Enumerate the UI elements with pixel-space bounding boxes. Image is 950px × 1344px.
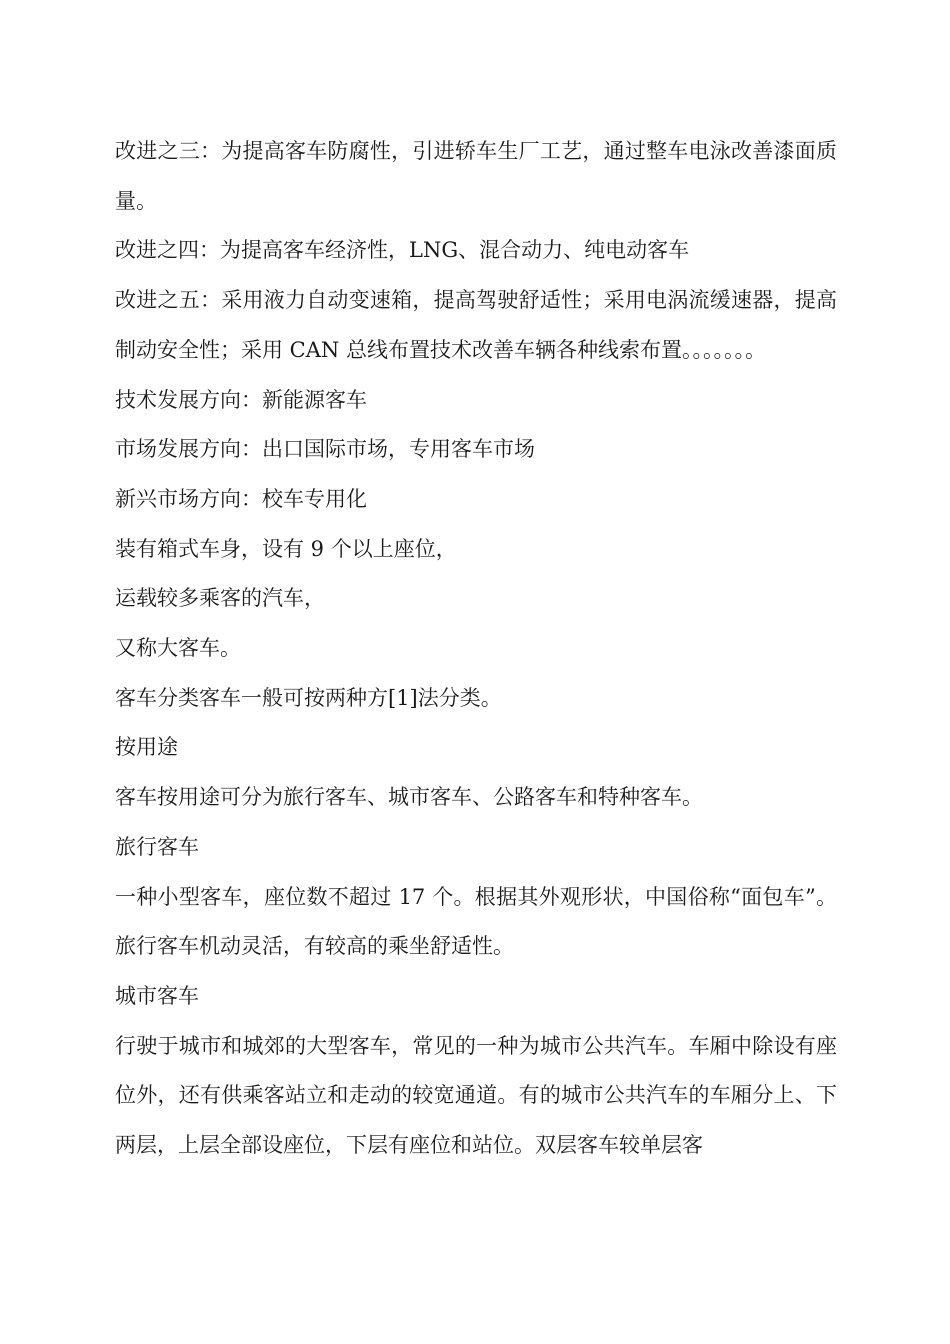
paragraph-market-direction: 市场发展方向：出口国际市场，专用客车市场 bbox=[115, 437, 535, 462]
paragraph-by-use: 客车按用途可分为旅行客车、城市客车、公路客车和特种客车。 bbox=[115, 785, 703, 810]
paragraph-definition-1: 装有箱式车身，设有 9 个以上座位， bbox=[115, 536, 457, 561]
heading-by-use: 按用途 bbox=[115, 735, 178, 760]
heading-travel-bus: 旅行客车 bbox=[115, 834, 199, 859]
paragraph-city-bus: 行驶于城市和城郊的大型客车，常见的一种为城市公共汽车。车厢中除设有座位外，还有供乘客站立和走动的较宽通道。有的城市公共汽车的车厢分上、下两层，上层全部设座位，下层有座位和站位。双层客车较单层客 bbox=[115, 1033, 837, 1158]
paragraph-travel-bus: 一种小型客车，座位数不超过 17 个。根据其外观形状，中国俗称“面包车”。旅行客车机动灵活，有较高的乘坐舒适性。 bbox=[115, 884, 837, 959]
paragraph-definition-3: 又称大客车。 bbox=[115, 636, 241, 661]
paragraph-improvement-5: 改进之五：采用液力自动变速箱，提高驾驶舒适性；采用电涡流缓速器，提高制动安全性；采用 CAN 总线布置技术改善车辆各种线索布置。。。。。。。 bbox=[115, 288, 837, 362]
heading-city-bus: 城市客车 bbox=[115, 983, 199, 1008]
paragraph-definition-2: 运载较多乘客的汽车， bbox=[115, 586, 325, 611]
paragraph-tech-direction: 技术发展方向：新能源客车 bbox=[115, 387, 367, 412]
paragraph-emerging-market: 新兴市场方向：校车专用化 bbox=[115, 486, 367, 511]
paragraph-improvement-3: 改进之三：为提高客车防腐性，引进轿车生厂工艺，通过整车电泳改善漆面质量。 bbox=[115, 139, 837, 213]
paragraph-improvement-4: 改进之四：为提高客车经济性，LNG、混合动力、纯电动客车 bbox=[115, 238, 690, 263]
paragraph-classification: 客车分类客车一般可按两种方[1]法分类。 bbox=[115, 685, 502, 710]
document-page bbox=[115, 127, 837, 1171]
